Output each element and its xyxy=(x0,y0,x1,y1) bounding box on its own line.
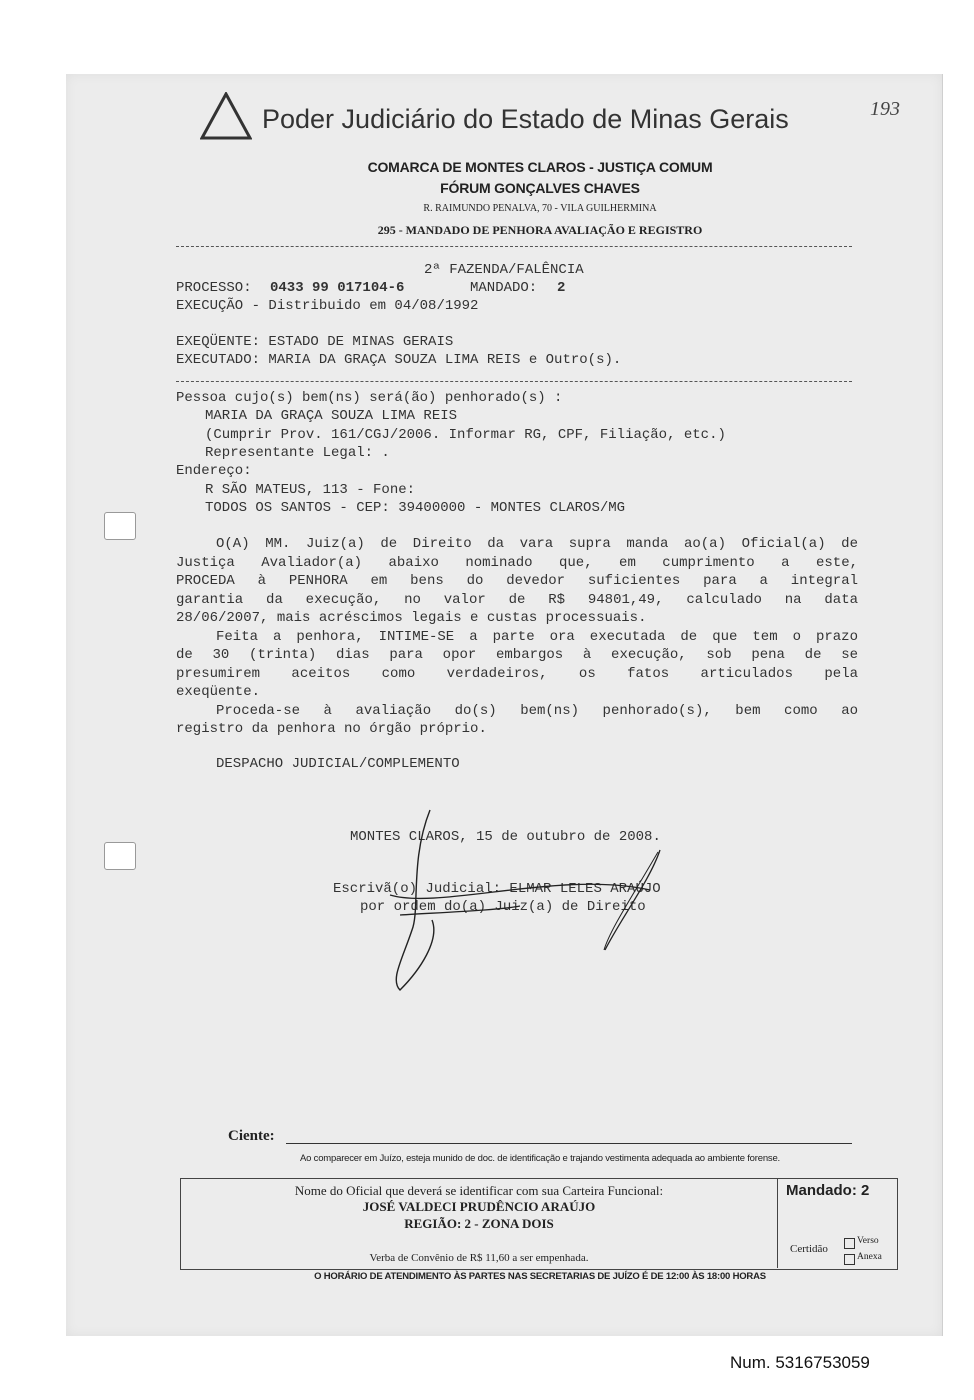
address-line-1: R SÃO MATEUS, 113 - Fone: xyxy=(205,482,416,498)
body-line: registro da penhora no órgão próprio. xyxy=(176,721,487,737)
binder-hole-top xyxy=(104,512,136,540)
executado-line: EXECUTADO: MARIA DA GRAÇA SOUZA LIMA REIS e Outro(s). xyxy=(176,352,622,368)
officer-box-line: Nome do Oficial que deverá se identificar com sua Carteira Funcional: xyxy=(294,1183,664,1198)
person-name: MARIA DA GRAÇA SOUZA LIMA REIS xyxy=(205,408,458,424)
ciente-notice: Ao comparecer em Juízo, esteja munido de doc. de identificação e trajando vestimenta adequada ao ambiente forense. xyxy=(300,1153,780,1164)
document-type: 295 - MANDADO DE PENHORA AVALIAÇÃO E REGISTRO xyxy=(377,223,703,237)
triangle-logo-icon xyxy=(200,92,252,140)
verso-checkbox xyxy=(844,1238,855,1249)
place-date: MONTES CLAROS, 15 de outubro de 2008. xyxy=(350,829,661,845)
processo-label: PROCESSO: xyxy=(176,280,252,296)
representative-line: Representante Legal: . xyxy=(205,445,390,461)
anexa-label: Anexa xyxy=(857,1252,882,1262)
vara-label: 2ª FAZENDA/FALÊNCIA xyxy=(424,262,584,278)
body-line: de 30 (trinta) dias para opor embargos à execução, sob pena de se xyxy=(176,647,858,663)
body-line: presumirem aceitos como verdadeiros, os fatos articulados pela xyxy=(176,665,858,682)
order-line: por ordem do(a) Juiz(a) de Direito xyxy=(360,899,646,915)
clerk-line: Escrivã(o) Judicial: ELMAR LELES ARAÚJO xyxy=(333,881,661,897)
person-intro: Pessoa cujo(s) bem(ns) será(ão) penhorado(s) : xyxy=(176,390,563,406)
office-hours-note: O HORÁRIO DE ATENDIMENTO ÀS PARTES NAS SECRETARIAS DE JUÍZO É DE 12:00 ÀS 18:00 HORAS xyxy=(314,1271,766,1282)
body-line: O(A) MM. Juiz(a) de Direito da vara supra manda ao(a) Oficial(a) de xyxy=(216,536,858,552)
mandado-box-label: Mandado: 2 xyxy=(786,1182,870,1199)
body-line: PROCEDA à PENHORA em bens do devedor suficientes para a integral xyxy=(176,573,858,589)
page-title: Poder Judiciário do Estado de Minas Gerais xyxy=(262,104,789,134)
person-instructions: (Cumprir Prov. 161/CGJ/2006. Informar RG, CPF, Filiação, etc.) xyxy=(205,427,726,443)
address-line-2: TODOS OS SANTOS - CEP: 39400000 - MONTES CLAROS/MG xyxy=(205,500,626,516)
binder-hole-bottom xyxy=(104,842,136,870)
body-line: Proceda-se à avaliação do(s) bem(ns) penhorado(s), bem como ao xyxy=(216,702,858,719)
execucao-line: EXECUÇÃO - Distribuido em 04/08/1992 xyxy=(176,298,479,314)
body-line: Justiça Avaliador(a) abaixo nominado que, em cumprimento a este, xyxy=(176,554,858,571)
comarca-heading: COMARCA DE MONTES CLAROS - JUSTIÇA COMUM xyxy=(367,159,713,175)
officer-region: REGIÃO: 2 - ZONA DOIS xyxy=(404,1216,554,1231)
mandado-label: MANDADO: xyxy=(470,280,538,296)
anexa-checkbox xyxy=(844,1254,855,1265)
divider xyxy=(176,381,852,382)
exequente-line: EXEQÜENTE: ESTADO DE MINAS GERAIS xyxy=(176,334,454,350)
ciente-label: Ciente: xyxy=(228,1128,275,1144)
verba-line: Verba de Convênio de R$ 11,60 a ser empenhada. xyxy=(369,1252,589,1264)
certidao-label: Certidão xyxy=(790,1243,828,1255)
paragraph-penhora xyxy=(176,536,858,740)
body-line: exeqüente. xyxy=(176,684,261,700)
handwritten-page-number: 193 xyxy=(870,98,900,120)
verso-label: Verso xyxy=(857,1236,879,1246)
document-number: Num. 5316753059 xyxy=(730,1353,870,1372)
body-line: garantia da execução, no valor de R$ 94801,49, calculado na data xyxy=(176,591,858,608)
divider xyxy=(176,246,852,247)
address-label: Endereço: xyxy=(176,463,252,479)
handwritten-signature-icon xyxy=(360,800,680,1000)
despacho-heading: DESPACHO JUDICIAL/COMPLEMENTO xyxy=(216,756,460,772)
mandado-number: 2 xyxy=(557,280,566,296)
officer-name: JOSÉ VALDECI PRUDÊNCIO ARAÚJO xyxy=(362,1199,596,1214)
box-divider xyxy=(777,1178,778,1268)
processo-number: 0433 99 017104-6 xyxy=(270,280,405,296)
forum-address: R. RAIMUNDO PENALVA, 70 - VILA GUILHERMINA xyxy=(423,203,657,214)
forum-heading: FÓRUM GONÇALVES CHAVES xyxy=(440,180,640,196)
ciente-signature-line xyxy=(286,1143,852,1144)
body-line: Feita a penhora, INTIME-SE a parte ora executada de que tem o prazo xyxy=(216,628,858,645)
body-line: 28/06/2007, mais acréscimos legais e custas processuais. xyxy=(176,610,647,626)
